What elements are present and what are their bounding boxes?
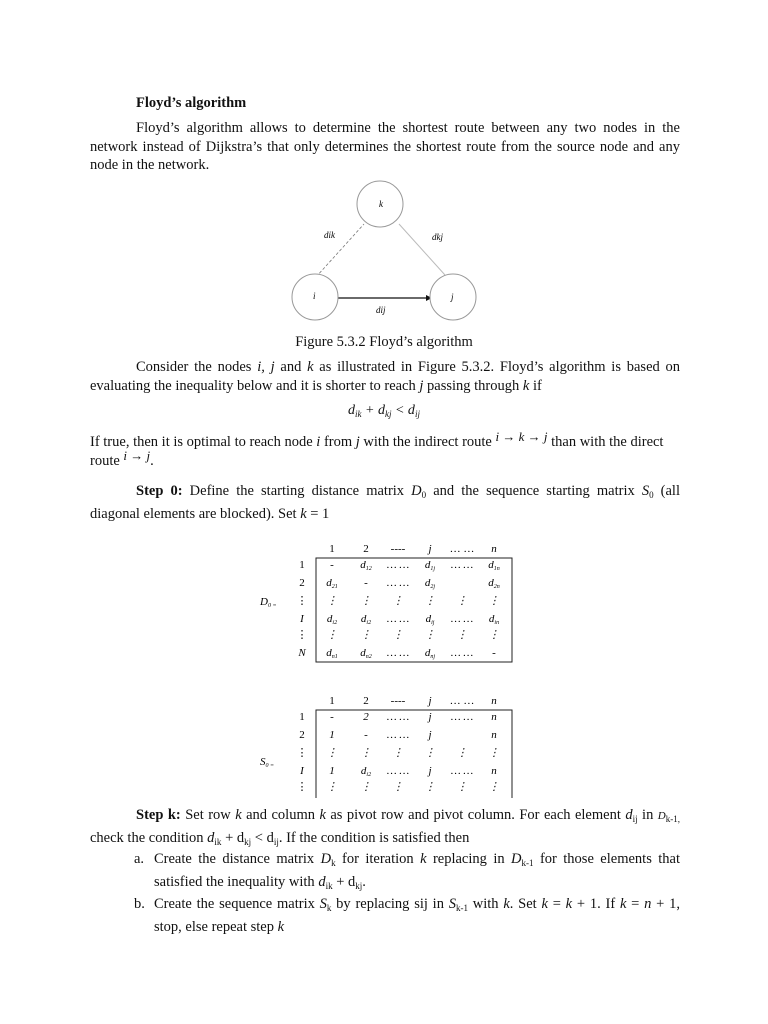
matrix-cell: ⋮ xyxy=(488,747,500,759)
matrix-cell: ⋮ xyxy=(424,629,436,641)
col-header: 2 xyxy=(363,543,369,555)
matrix-cell: ⋮ xyxy=(456,747,468,759)
col-header: j xyxy=(428,695,432,707)
matrix-cell: ⋮ xyxy=(392,629,404,641)
matrix-cell: … … xyxy=(386,647,410,659)
matrix-cell: dnj xyxy=(424,647,436,660)
figure-caption: Figure 5.3.2 Floyd’s algorithm xyxy=(295,334,473,350)
matrix-border xyxy=(316,558,512,662)
edge-ij-label: dij xyxy=(376,305,386,315)
matrix-cell: di2 xyxy=(360,613,372,626)
matrix-cell: … … xyxy=(386,559,410,571)
node-j-label: j xyxy=(451,292,454,302)
row-header: ⋮ xyxy=(296,595,308,607)
row-header: N xyxy=(298,647,306,659)
node-i-label: i xyxy=(313,291,316,301)
matrix-cell: - xyxy=(330,711,334,723)
matrix-cell: ⋮ xyxy=(326,629,338,641)
matrix-cell: d1n xyxy=(488,559,500,572)
matrix-cell: di2 xyxy=(326,613,338,626)
matrix-cell: din xyxy=(488,613,500,626)
matrix-cell: … … xyxy=(386,613,410,625)
matrix-name: D0 = xyxy=(260,596,277,609)
floyd-graph-figure xyxy=(280,176,490,326)
matrix-cell: ⋮ xyxy=(326,781,338,793)
step-k-list xyxy=(90,850,680,936)
matrix-cell: ⋮ xyxy=(392,595,404,607)
matrix-cell: … … xyxy=(386,765,410,777)
matrix-cell: 1 xyxy=(329,729,335,741)
matrix-s0 xyxy=(240,690,530,798)
matrix-cell: d1j xyxy=(424,559,436,572)
paragraph-optimal-route: If true, then it is optimal to reach node i from j with the indirect route i → k → j than with the direct route i → j. xyxy=(90,429,664,469)
col-header: … … xyxy=(449,543,475,555)
matrix-cell: j xyxy=(428,765,432,777)
matrix-cell: ⋮ xyxy=(360,629,372,641)
paragraph-nodes: Consider the nodes i, j and k as illustrated in Figure 5.3.2. Floyd’s algorithm is based on evaluating the inequality below and it is shorter to reach j passing through k if xyxy=(90,359,681,394)
matrix-cell: ⋮ xyxy=(392,747,404,759)
col-header: n xyxy=(491,543,497,555)
col-header: 1 xyxy=(329,695,335,707)
matrix-d0 xyxy=(240,538,530,668)
matrix-cell: n xyxy=(491,729,497,741)
col-header: ---- xyxy=(390,695,406,707)
matrix-cell: ⋮ xyxy=(360,747,372,759)
matrix-cell: … … xyxy=(450,613,474,625)
matrix-cell: ⋮ xyxy=(488,781,500,793)
matrix-cell: … … xyxy=(450,647,474,659)
edge-kj-label: dkj xyxy=(432,232,443,242)
section-title: Floyd’s algorithm xyxy=(136,95,247,111)
matrix-s0-clip xyxy=(240,690,530,798)
matrix-cell: n xyxy=(491,711,497,723)
inequality-formula: $d_{ik} + d_{kj} < d_{ij}$ xyxy=(348,403,420,419)
matrix-cell: j xyxy=(428,711,432,723)
matrix-cell: d12 xyxy=(360,559,372,572)
matrix-cell: n xyxy=(491,765,497,777)
matrix-cell: ⋮ xyxy=(326,747,338,759)
matrix-cell: ⋮ xyxy=(456,629,468,641)
matrix-cell: di2 xyxy=(360,765,372,778)
col-header: 1 xyxy=(329,543,335,555)
edge-ik-label: dik xyxy=(324,230,335,240)
node-k-label: k xyxy=(379,199,383,209)
matrix-cell: d2n xyxy=(488,577,500,590)
step-k-paragraph: Step k: Set row k and column k as pivot row and pivot column. For each element $d_{ij}$ in $D_{k-1,}$ check the condition $d_{ik} + d_{kj} < d_{ij}$. If the condition is satisfied then xyxy=(90,807,680,847)
matrix-cell: … … xyxy=(450,559,474,571)
matrix-cell: ⋮ xyxy=(424,781,436,793)
matrix-cell: ⋮ xyxy=(392,781,404,793)
list-item: b. Create the sequence matrix $S_k$ by replacing sij in $S_{k-1}$ with k. Set k = k + 1. If k = n + 1, stop, else repeat step k xyxy=(134,896,681,935)
row-header: I xyxy=(300,613,304,625)
col-header: j xyxy=(428,543,432,555)
col-header: n xyxy=(491,695,497,707)
row-header: ⋮ xyxy=(296,629,308,641)
matrix-name: S0 = xyxy=(260,756,275,769)
intro-paragraph: Floyd’s algorithm allows to determine the shortest route between any two nodes in the network instead of Dijkstra’s that only determines the shortest route from the source node and any node in the network. xyxy=(90,120,680,173)
matrix-cell: ⋮ xyxy=(424,595,436,607)
matrix-cell: dn1 xyxy=(326,647,338,660)
matrix-cell: … … xyxy=(450,765,474,777)
matrix-cell: - xyxy=(492,647,496,659)
matrix-cell: … … xyxy=(386,577,410,589)
row-header: ⋮ xyxy=(296,747,308,759)
matrix-cell: - xyxy=(364,729,368,741)
matrix-cell: … … xyxy=(450,711,474,723)
matrix-cell: ⋮ xyxy=(488,595,500,607)
col-header: ---- xyxy=(390,543,406,555)
matrix-cell: 1 xyxy=(329,765,335,777)
matrix-cell: ⋮ xyxy=(326,595,338,607)
matrix-cell: ⋮ xyxy=(360,781,372,793)
col-header: 2 xyxy=(363,695,369,707)
matrix-cell: d21 xyxy=(326,577,338,590)
matrix-cell: … … xyxy=(386,711,410,723)
matrix-cell: 2 xyxy=(363,711,369,723)
row-header: ⋮ xyxy=(296,781,308,793)
matrix-cell: ⋮ xyxy=(360,595,372,607)
row-header: I xyxy=(300,765,304,777)
matrix-cell: … … xyxy=(386,729,410,741)
matrix-cell: - xyxy=(330,559,334,571)
matrix-border xyxy=(316,710,512,798)
matrix-cell: d2j xyxy=(424,577,436,590)
row-header: 1 xyxy=(299,711,305,723)
row-header: 2 xyxy=(299,577,305,589)
matrix-cell: dn2 xyxy=(360,647,372,660)
matrix-cell: ⋮ xyxy=(456,781,468,793)
row-header: 2 xyxy=(299,729,305,741)
step-0-paragraph: Step 0: Define the starting distance matrix $D_0$ and the sequence starting matrix $S_0$ (all diagonal elements are blocked). Set k = 1 xyxy=(90,483,680,522)
matrix-cell: j xyxy=(428,729,432,741)
matrix-cell: ⋮ xyxy=(456,595,468,607)
matrix-cell: - xyxy=(364,577,368,589)
matrix-cell: ⋮ xyxy=(488,629,500,641)
matrix-cell: ⋮ xyxy=(424,747,436,759)
col-header: … … xyxy=(449,695,475,707)
list-item: a. Create the distance matrix $D_k$ for iteration k replacing in $D_{k-1}$ for those elements that satisfied the inequality with $d_{ik} + d_{kj}$. xyxy=(134,851,680,891)
row-header: 1 xyxy=(299,559,305,571)
matrix-cell: dij xyxy=(425,613,435,626)
